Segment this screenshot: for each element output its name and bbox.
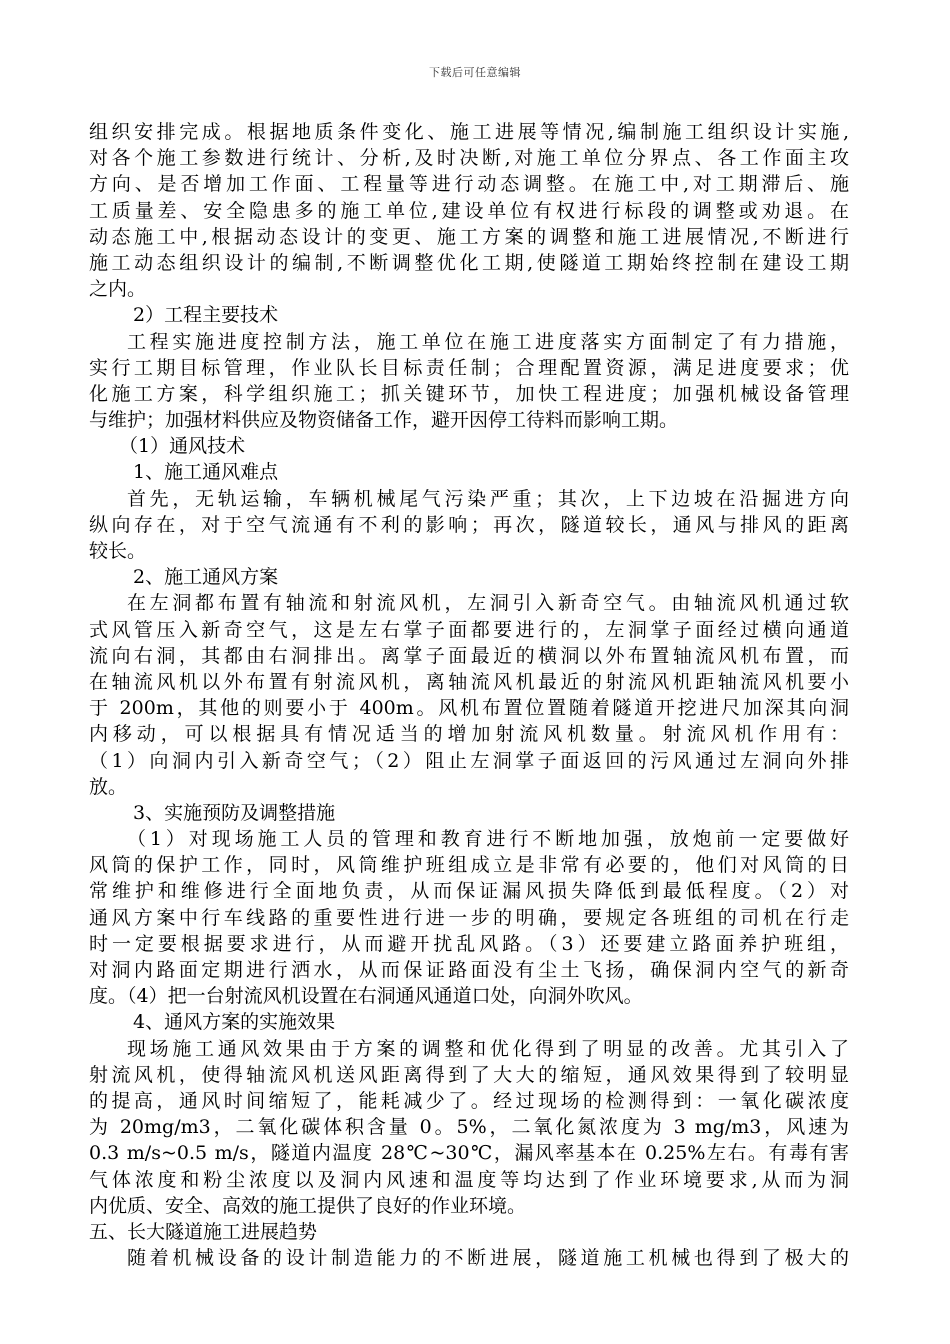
text-line: 对洞内路面定期进行洒水，从而保证路面没有尘土飞扬，确保洞内空气的新奇 <box>89 959 849 981</box>
text-line: 与维护；加强材料供应及物资储备工作，避开因停工待料而影响工期。 <box>89 409 679 432</box>
page-header: 下载后可任意编辑 <box>429 66 521 79</box>
text-line: 内优质、安全、高效的施工提供了良好的作业环境。 <box>89 1194 527 1217</box>
text-line: 工程实施进度控制方法，施工单位在施工进度落实方面制定了有力措施， <box>127 330 849 353</box>
text-line: 纵向存在，对于空气流通有不利的影响；再次，隧道较长，通风与排风的距离 <box>89 513 849 536</box>
text-line: 风筒的保护工作，同时，风筒维护班组成立是非常有必要的，他们对风筒的日 <box>89 854 849 877</box>
text-line: 在轴流风机以外布置有射流风机，离轴流风机最近的射流风机距轴流风机要小 <box>89 670 849 693</box>
text-line: 内移动，可以根据具有情况适当的增加射流风机数量。射流风机作用有： <box>89 723 849 746</box>
text-line: 化施工方案，科学组织施工；抓关键环节，加快工程进度；加强机械设备管理 <box>89 382 849 405</box>
text-line: 于 200m，其他的则要小于 400m。风机布置位置随着隧道开挖进尺加深其向洞 <box>89 697 849 720</box>
text-line: 较长。 <box>89 540 147 562</box>
text-line: 放。 <box>89 775 128 798</box>
text-line: 的提高，通风时间缩短了，能耗减少了。经过现场的检测得到：一氧化碳浓度 <box>89 1089 849 1112</box>
text-line: 组织安排完成。根据地质条件变化、施工进展等情况,编制施工组织设计实施, <box>89 121 849 143</box>
text-line: 动态施工中,根据动态设计的变更、施工方案的调整和施工进展情况,不断进行 <box>89 225 849 248</box>
text-line: 时一定要根据要求进行，从而避开扰乱风路。（3）还要建立路面养护班组， <box>89 932 849 955</box>
text-line: 在左洞都布置有轴流和射流风机，左洞引入新奇空气。由轴流风机通过软 <box>127 592 849 615</box>
text-line: （1）通风技术 <box>119 435 246 458</box>
text-line: 常维护和维修进行全面地负责，从而保证漏风损失降低到最低程度。（2）对 <box>89 880 849 903</box>
text-line: 施工动态组织设计的编制,不断调整优化工期,使隧道工期始终控制在建设工期 <box>89 251 849 274</box>
text-line: 度。（4）把一台射流风机设置在右洞通风通道口处，向洞外吹风。 <box>89 985 643 1008</box>
text-line: 随着机械设备的设计制造能力的不断进展，隧道施工机械也得到了极大的 <box>127 1247 849 1270</box>
text-line: 2）工程主要技术 <box>133 304 279 327</box>
text-line: 之内。 <box>89 278 147 301</box>
text-line: 现场施工通风效果由于方案的调整和优化得到了明显的改善。尤其引入了 <box>127 1037 849 1060</box>
text-line: 工质量差、安全隐患多的施工单位,建设单位有权进行标段的调整或劝退。在 <box>89 199 849 222</box>
text-line: 4、通风方案的实施效果 <box>133 1011 336 1034</box>
text-line: （1）向洞内引入新奇空气；（2）阻止左洞掌子面返回的污风通过左洞向外排 <box>89 749 849 772</box>
text-line: 1、施工通风难点 <box>133 461 279 484</box>
text-line: 射流风机，使得轴流风机送风距离得到了大大的缩短，通风效果得到了较明显 <box>89 1063 849 1086</box>
text-line: 式风管压入新奇空气，这是左右掌子面都要进行的，左洞掌子面经过横向通道 <box>89 618 849 641</box>
document-body <box>89 119 849 1271</box>
text-line: 2、施工通风方案 <box>133 566 279 589</box>
text-line: 实行工期目标管理，作业队长目标责任制；合理配置资源，满足进度要求；优 <box>89 356 849 379</box>
text-line: 首先，无轨运输，车辆机械尾气污染严重；其次，上下边坡在沿掘进方向 <box>127 487 849 510</box>
text-line: 流向右洞，其都由右洞排出。离掌子面最近的横洞以外布置轴流风机布置，而 <box>89 644 849 667</box>
text-line: 为 20mg/m3，二氧化碳体积含量 0。5%，二氧化氮浓度为 3 mg/m3，风速为 <box>89 1116 849 1139</box>
text-line: 通风方案中行车线路的重要性进行进一步的明确，要规定各班组的司机在行走 <box>89 906 849 929</box>
text-line: 五、长大隧道施工进展趋势 <box>89 1220 318 1243</box>
text-line: 3、实施预防及调整措施 <box>133 801 336 824</box>
text-line: （1）对现场施工人员的管理和教育进行不断地加强，放炮前一定要做好 <box>127 828 849 851</box>
text-line: 气体浓度和粉尘浓度以及洞内风速和温度等均达到了作业环境要求,从而为洞 <box>89 1168 849 1191</box>
text-line: 对各个施工参数进行统计、分析,及时决断,对施工单位分界点、各工作面主攻 <box>89 147 849 170</box>
text-line: 0.3 m/s~0.5 m/s，隧道内温度 28℃~30℃，漏风率基本在 0.25%左右。有毒有害 <box>89 1142 849 1165</box>
text-line: 方向、是否增加工作面、工程量等进行动态调整。在施工中,对工期滞后、施 <box>89 173 849 196</box>
